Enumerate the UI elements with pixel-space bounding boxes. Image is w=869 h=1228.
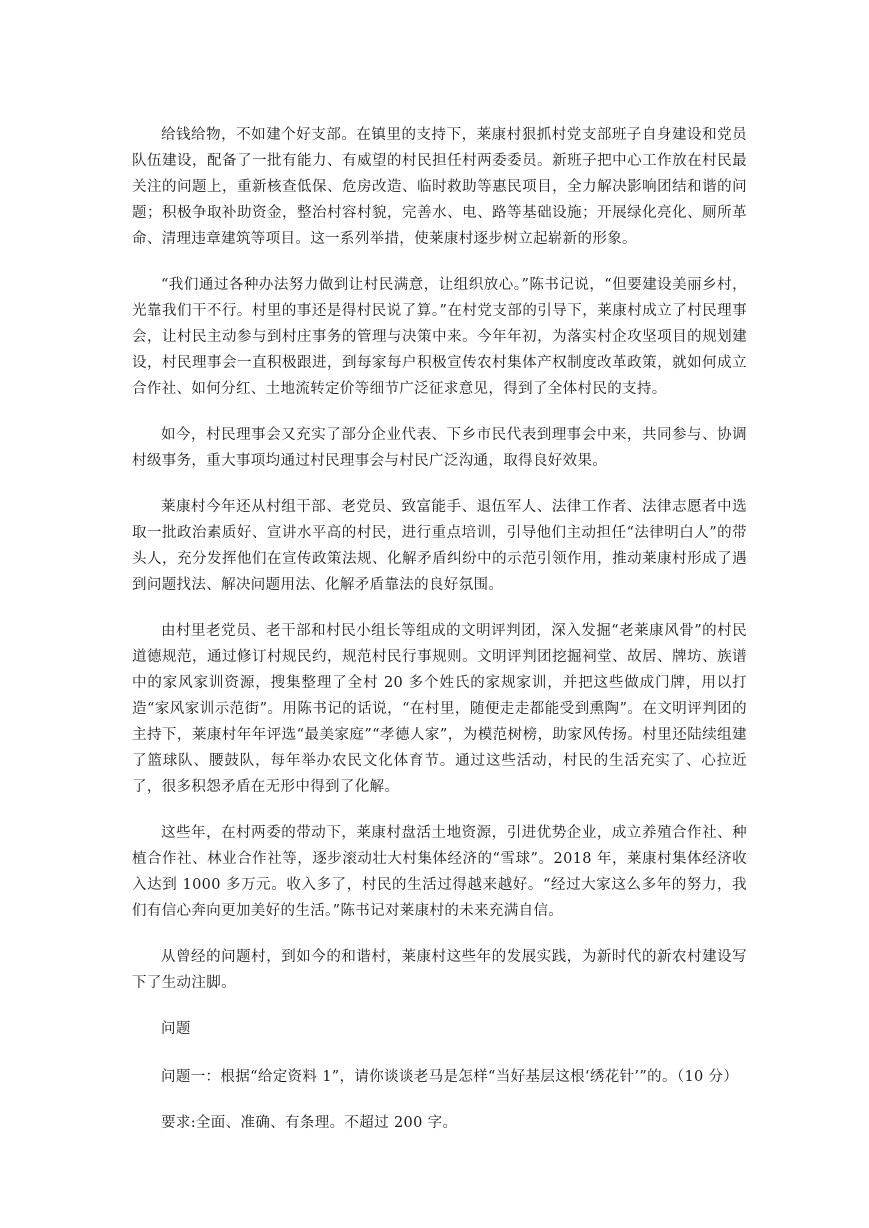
paragraph-civility-panel: 由村里老党员、老干部和村民小组长等组成的文明评判团，深入发掘“老莱康风骨”的村民道德规范，通过修订村规民约，规范村民行事规则。文明评判团挖掘祠堂、故居、牌坊、族谱中的家风家训资源，搜集整理了全村 20 多个姓氏的家规家训，并把这些做成门牌，用以打造“家风家训示范街”。用陈书记的话说，“在村里，随便走走都能受到熏陶”。在文明评判团的主持下，莱康村年年评选“最美家庭”“孝德人家”，为模范树榜，助家风传扬。村里还陆续组建了篮球队、腰鼓队，每年举办农民文化体育节。通过这些活动，村民的生活充实了、心拉近了，很多积怨矛盾在无形中得到了化解。 xyxy=(132,623,747,795)
paragraph-villager-council: “我们通过各种办法努力做到让村民满意，让组织放心。”陈书记说，“但要建设美丽乡村，光靠我们干不行。村里的事还是得村民说了算。”在村党支部的引导下，莱康村成立了村民理事会，让村民主动参与到村庄事务的管理与决策中来。今年年初，为落实村企攻坚项目的规划建设，村民理事会一直积极跟进，到每家每户积极宣传农村集体产权制度改革政策，就如何成立合作社、如何分红、土地流转定价等细节广泛征求意见，得到了全体村民的支持。 xyxy=(132,277,747,397)
document-page xyxy=(132,122,747,1156)
paragraph-council-expansion: 如今，村民理事会又充实了部分企业代表、下乡市民代表到理事会中来，共同参与、协调村级事务，重大事项均通过村民理事会与村民广泛沟通，取得良好效果。 xyxy=(132,427,747,469)
question-one: 问题一：根据“给定资料 1”，请你谈谈老马是怎样“当好基层这根‘绣花针’”的。（10 分） xyxy=(161,1069,739,1085)
section-heading-questions: 问题 xyxy=(161,1021,191,1037)
paragraph-collective-economy: 这些年，在村两委的带动下，莱康村盘活土地资源，引进优势企业，成立养殖合作社、种植合作社、林业合作社等，逐步滚动壮大村集体经济的“雪球”。2018 年，莱康村集体经济收入达到 1000 多万元。收入多了，村民的生活过得越来越好。“经过大家这么多年的努力，我们有信心奔向更加美好的生活。”陈书记对莱康村的未来充满自信。 xyxy=(132,825,747,919)
paragraph-branch-building: 给钱给物，不如建个好支部。在镇里的支持下，莱康村狠抓村党支部班子自身建设和党员队伍建设，配备了一批有能力、有威望的村民担任村两委委员。新班子把中心工作放在村民最关注的问题上，重新核查低保、危房改造、临时救助等惠民项目，全力解决影响团结和谐的问题；积极争取补助资金，整治村容村貌，完善水、电、路等基础设施；开展绿化亮化、厕所革命、清理违章建筑等项目。这一系列举措，使莱康村逐步树立起崭新的形象。 xyxy=(132,127,747,247)
paragraph-conclusion: 从曾经的问题村，到如今的和谐村，莱康村这些年的发展实践，为新时代的新农村建设写下了生动注脚。 xyxy=(132,949,747,991)
question-requirements: 要求:全面、准确、有条理。不超过 200 字。 xyxy=(161,1115,458,1131)
paragraph-law-leaders: 莱康村今年还从村组干部、老党员、致富能手、退伍军人、法律工作者、法律志愿者中选取一批政治素质好、宣讲水平高的村民，进行重点培训，引导他们主动担任“法律明白人”的带头人，充分发挥他们在宣传政策法规、化解矛盾纠纷中的示范引领作用，推动莱康村形成了遇到问题找法、解决问题用法、化解矛盾靠法的良好氛围。 xyxy=(132,499,747,593)
